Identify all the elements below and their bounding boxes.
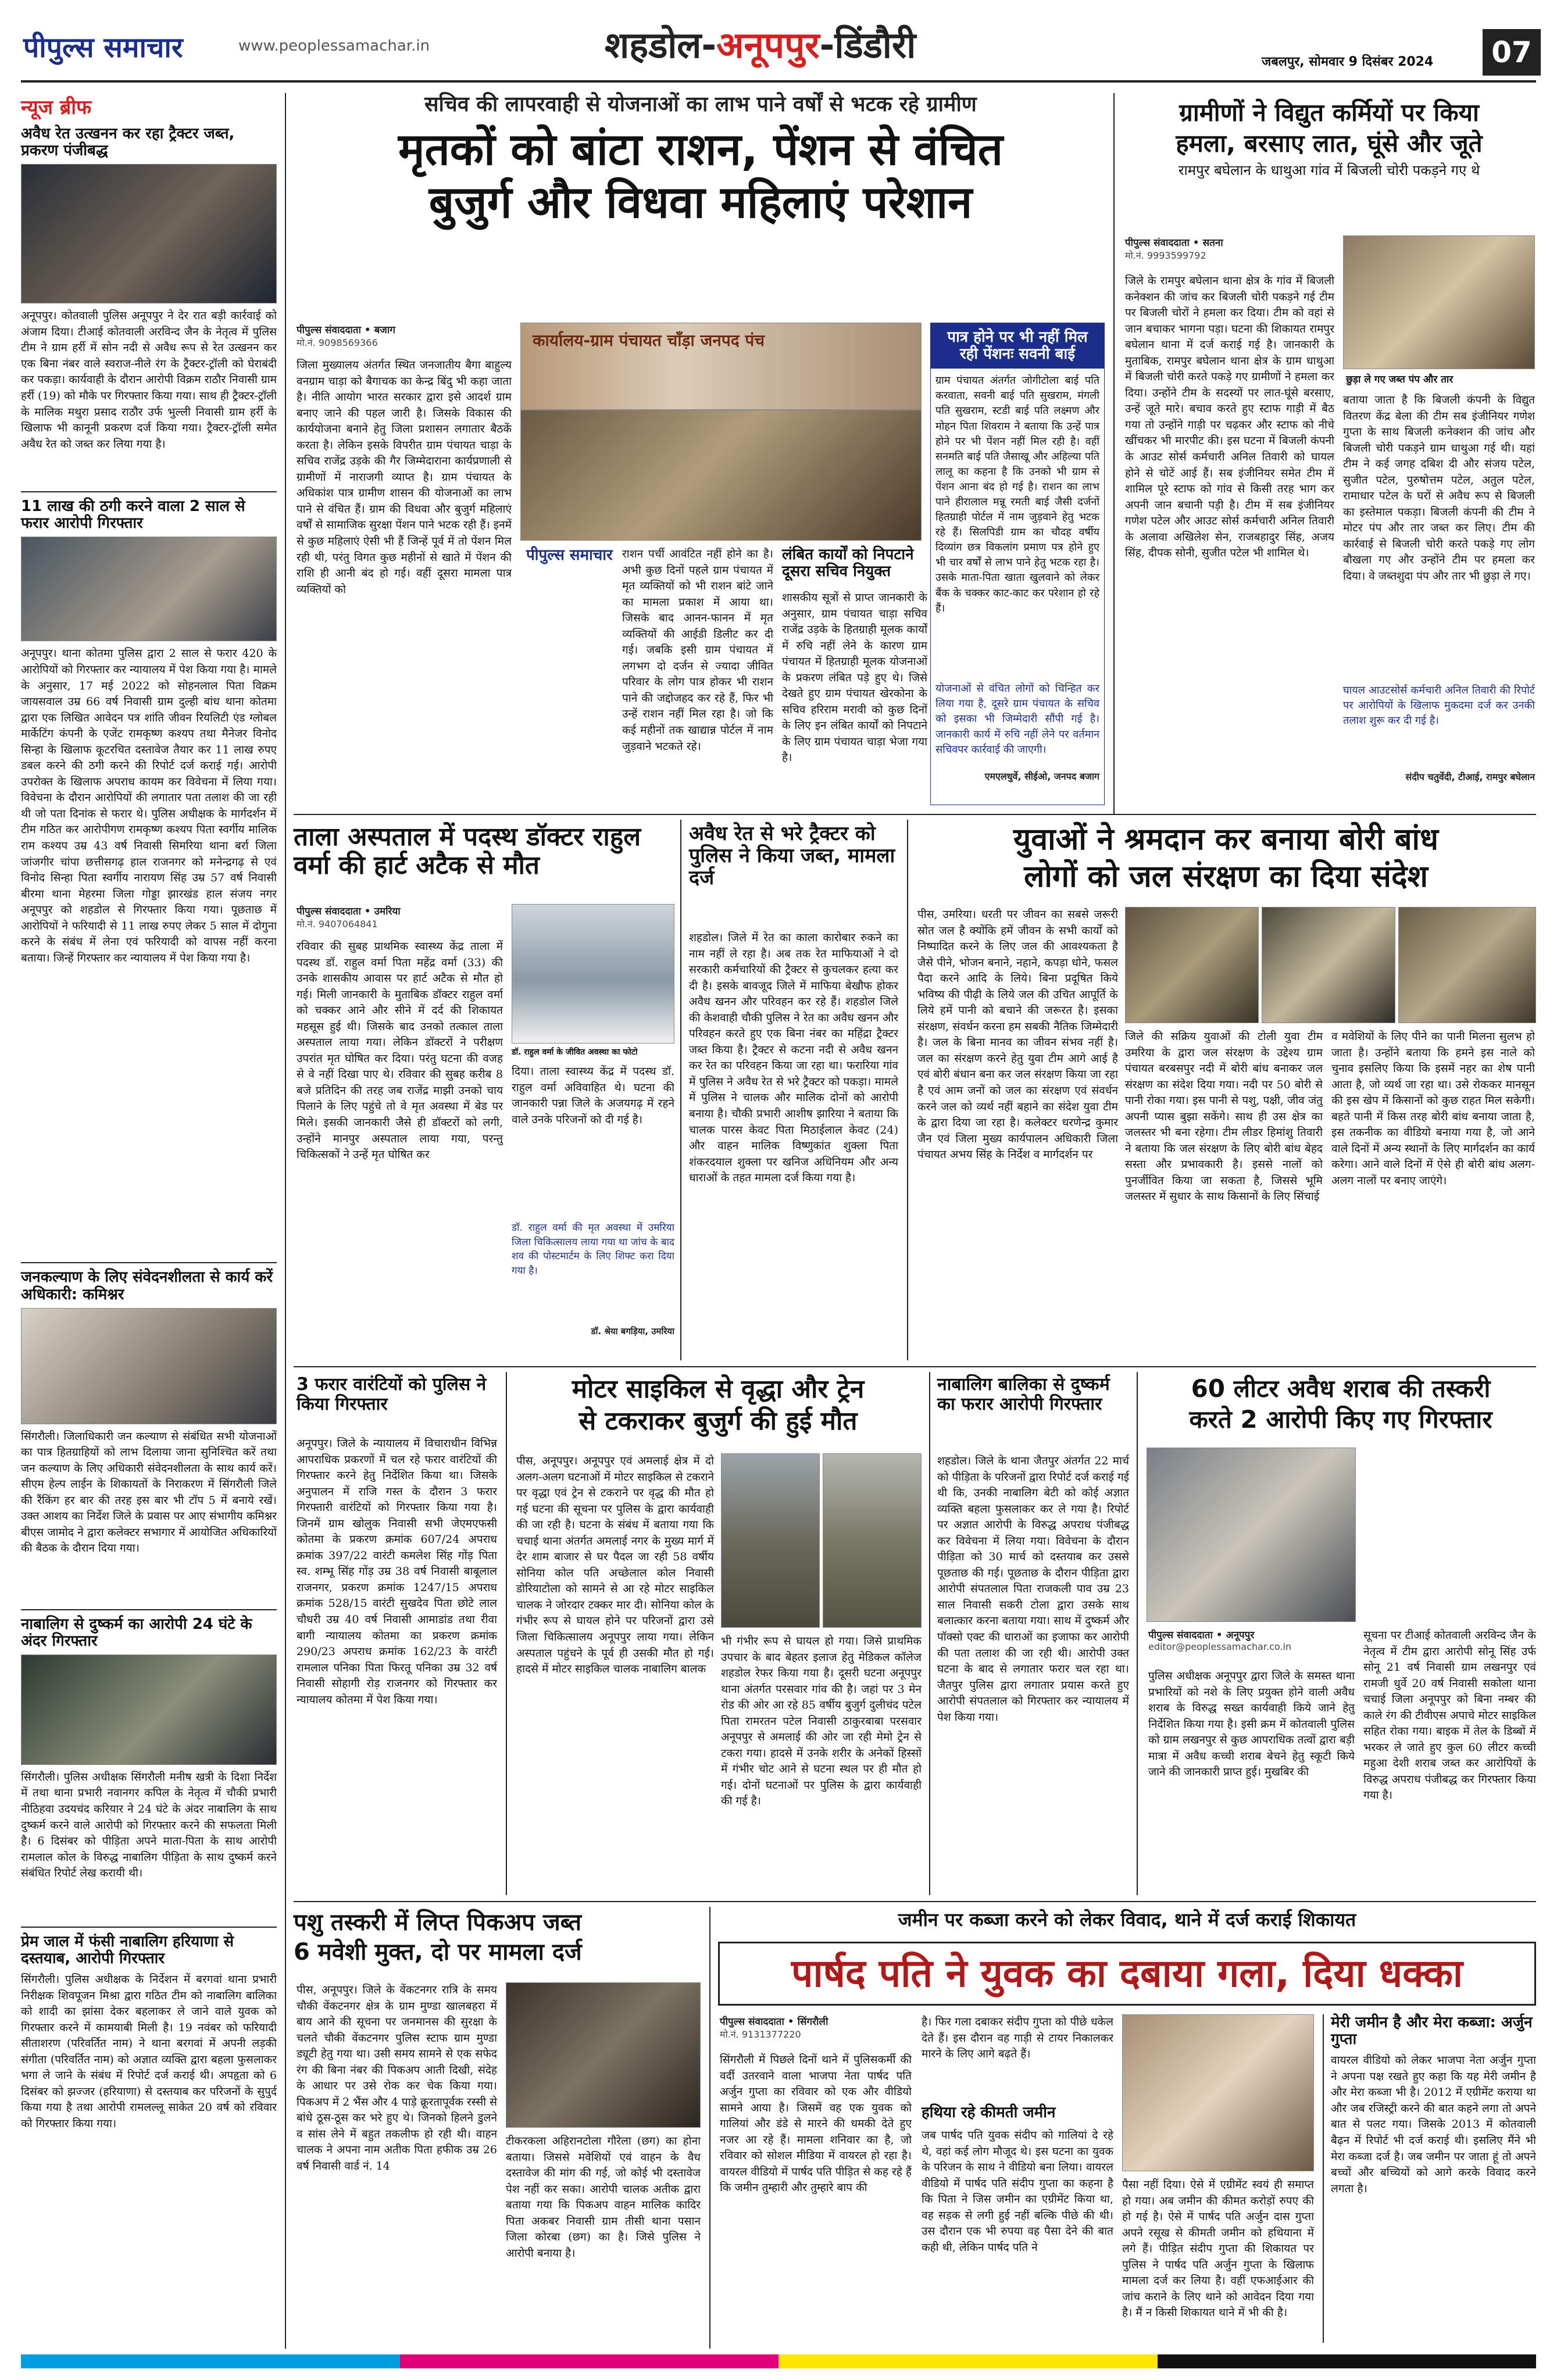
page-number: 07 [1483,29,1541,76]
moto-headline-2: से टकराकर बुजुर्ग की हुई मौत [578,1406,858,1436]
cattle-headline-2: 6 मवेशी मुक्त, दो पर मामला दर्ज [294,1938,582,1966]
warrant-headline: 3 फरार वारंटियों को पुलिस ने किया गिरफ्तार [297,1374,487,1414]
liquor-col-2: सूचना पर टीआई कोतवाली अरविन्द जैन के नेतृत्व में टीम द्वारा आरोपी सोनू सिंह उर्फ सोनू 21 वर्ष निवासी ग्राम लखनपुर एवं रामजी धुर्वे 20 वर्ष निवासी सकोला थाना चचाई जिला अनूपपुर को बिना नम्बर की काले रंग की टीवीएस अपाचे मोटर साइकिल सहित रोका गया। बाइक में तेल के डिब्बों में भरकर ले जाते हुए कुल 60 लीटर कच्ची महुआ देशी शराब जब्त कर आरोपियों के विरुद्ध अपराध पंजीबद्ध कर गिरफ्तार किया गया है। [1363,1629,1536,1802]
electric-mobile: मो.नं. 9993599792 [1125,250,1206,261]
website-url: www.peoplessamachar.in [238,37,430,55]
column-divider [907,820,908,1360]
doctor-note: डॉ. राहुल वर्मा की मृत अवस्था में उमरिया जिला चिकित्सालय लाया गया था जांच के बाद शव की पोस्टमार्टम के लिए शिफ्ट करा दिया गया है। [512,1222,674,1277]
divider [21,1262,277,1263]
electric-photo [1343,235,1535,369]
color-registration-strip [21,2354,1536,2368]
dam-photo-2 [1262,907,1395,1023]
brief-5-body: सिंगरौली। पुलिस अधीक्षक के निर्देशन में बरगवां थाना प्रभारी निरीक्षक शिवपूजन मिश्रा द्वारा गठित टीम को नाबालिग बालिका को शादी का झांसा देकर बहलाकर ले जाने वाले युवक को गिरफ्तार करने में कामयाबी मिली है। 19 नवंबर को फरियादी सीताशरण (परिवर्तित नाम) ने थाना बरगवां में अपनी लड़की संगीता (परिवर्तित नाम) को अज्ञात व्यक्ति द्वारा बहला फुसलाकर भगा ले जाने के संबंध में रिपोर्ट दर्ज कराई थी। अपहृता को 6 दिसंबर को झज्जर (हरियाणा) से दस्तयाब कर परिजनों के सुपुर्द किया गया है तथा आरोपी रामलल्लू साकेत 20 वर्ष को रविवार को गिरफ्तार किया गया। [21,1973,277,2131]
liquor-byline: पीपुल्स संवाददाता • अनूपपुर [1148,1629,1255,1641]
electric-note: घायल आउटसोर्स कर्मचारी अनिल तिवारी की रिपोर्ट पर आरोपियों के खिलाफ मुकदमा दर्ज कर उनकी तलाश शुरू कर दी गई है। [1343,684,1535,727]
land-mobile: मो.नं. 9131377220 [720,2029,801,2040]
land-quote-box [1323,2014,1536,2343]
electric-kicker: रामपुर बघेलान के धाथुआ गांव में बिजली चोरी पकड़ने गए थे [1178,162,1480,179]
doctor-note-signature: डॉ. श्रेया बगड़िया, उमरिया [591,1326,674,1336]
brief-2-photo [21,537,277,641]
section-title [605,20,916,69]
black-swatch [1158,2354,1537,2368]
section-title-part1: शहडोल- [605,24,717,66]
lead-byline: पीपुल्स संवाददाता • बजाग [297,324,395,336]
brief-4-title: नाबालिग से दुष्कर्म का आरोपी 24 घंटे के अंदर गिरफ्तार [21,1615,252,1650]
liquor-photo [1147,1448,1356,1622]
lead-byline-block [297,323,512,349]
minor-body: शहडोल। जिले के थाना जैतपुर अंतर्गत 22 मार्च को पीड़िता के परिजनों द्वारा रिपोर्ट दर्ज कराई गई थी कि, उनकी नाबालिग बेटी को कोई अज्ञात व्यक्ति बहला फुसलाकर कर ले गया है। रिपोर्ट पर अज्ञात आरोपी के विरुद्ध अपराध पंजीबद्ध कर विवेचना में लिया गया। विवेचना के दौरान पीड़िता को 30 मार्च को दस्तयाब कर उससे पूछताछ की गई। पूछताछ के दौरान पीड़िता द्वारा आरोपी संपतलाल पिता राजकली पाव उम्र 23 साल निवासी सकरी टोला द्वारा उसके साथ बलात्कार करना बताया गया। साथ में दुष्कर्म और पॉक्सो एक्ट की धाराओं का इजाफा कर आरोपी की पता तलाश की जा रही थी। आरोपी उक्त घटना के बाद से लगातार फरार चल रहा था। जैतपुर पुलिस द्वारा लगातार प्रयास करते हुए आरोपी संपतलाल को गिरफ्तार कर न्यायालय में पेश किया गया। [937,1455,1129,1724]
electric-col-2: बताया जाता है कि बिजली कंपनी के विद्युत वितरण केंद्र बेला की टीम सब इंजीनियर गणेश गुप्ता के साथ बिजली कनेक्शन की जांच और बिजली चोरी पकड़ने ग्राम धाथुआ गई थी। यहां टीम ने कई जगह दबिश दी और संजय पटेल, सुजीत पटेल, पुरुषोत्तम पटेल, अतुल पटेल, रामाधार पटेल के घरों से अवैध रूप से बिजली का इस्तेमाल पकड़ा। बिजली कंपनी की टीम ने मोटर पंप और तार जब्त कर लिए। टीम की कार्रवाई से बिजली चोरी करते पकड़े गए लोग बौखला गए और उन्होंने टीम पर हमला कर दिया। वे जब्तशुदा पंप और तार भी छुड़ा ले गए। [1343,394,1535,583]
column-divider [1137,1372,1138,1895]
doctor-story [294,823,672,880]
brief-4-photo [21,1654,277,1765]
dam-col-2: जिले की सक्रिय युवाओं की टोली युवा टीम उमरिया के द्वारा जल संरक्षण के उद्देश्य ग्राम पंचायत बरबसपुर नदी में बोरी बांध बनाकर जल संरक्षण का संदेश दिया गया। नदी पर 50 बोरी से पानी रोका गया। इस पानी से पशु, पक्षी, जीव जंतु अपनी प्यास बुझा सकेंगे। साथ ही उस क्षेत्र का जलस्तर भी बना रहेगा। टीम लीडर हिमांशु तिवारी ने बताया कि जल संरक्षण के लिए बोरी बांध बेहद सस्ता और प्रभावकारी है। इससे नालों को पुनर्जीवित किया जा सकता है, जिससे भूमि जलस्तर में सुधार के साथ किसानों के लिए सिंचाई [1125,1030,1323,1203]
brief-1-title: अवैध रेत उत्खनन कर रहा ट्रैक्टर जब्त, प्रकरण पंजीबद्ध [21,125,235,160]
brief-2-title: 11 लाख की ठगी करने वाला 2 साल से फरार आरोपी गिरफ्तार [21,498,245,533]
lead-headline-2: बुजुर्ग और विधवा महिलाएं परेशान [428,176,973,228]
warrant-body: अनूपपुर। जिले के न्यायालय में विचाराधीन विभिन्न आपराधिक प्रकरणों में चल रहे फरार वारंटियों की गिरफ्तार करने हेतु निर्देशित किया था। जिसके अनुपालन में राजि गस्त के दौरान 3 फरार गिरफ्तारी वारंटियों को गिरफ्तार किया गया है। जिनमें ग्राम खोलुक निवासी सभी जेएमएफसी कोतमा के प्रकरण क्रमांक 607/24 अपराध क्रमांक 397/22 वारंटी कमलेश सिंह गोंड़ पिता स्व. शम्भू सिंह गोंड़ उम्र 38 वर्ष निवासी बाबूलाल राजनगर, प्रकरण क्रमांक 1247/15 अपराध क्रमांक 528/15 वारंटी सुखदेव पिता छोटे लाल चौधरी उम्र 40 वर्ष निवासी आमाडांड तथा रीवा बागी न्यायालय कोतमा का प्रकरण क्रमांक 290/23 अपराध क्रमांक 162/23 के वारंटी रामलाल पनिका पिता फिरतू पनिका उम्र 32 वर्ष निवासी सोहागी रोड़ राजनगर को गिरफ्तार कर न्यायालय कोतमा में पेश किया गया। [297,1437,497,1706]
dateline: जबलपुर, सोमवार 9 दिसंबर 2024 [1262,55,1434,69]
land-headline-box [718,1942,1536,2006]
electric-note-signature: संदीप चतुर्वेदी, टीआई, रामपुर बघेलान [1405,771,1535,782]
publication-logo: पीपुल्स समाचार [23,31,183,64]
column-divider [1113,93,1115,814]
doctor-photo-caption: डॉ. राहुल वर्मा के जीवित अवस्था का फोटो [512,1048,638,1057]
land-quote-body: वायरल वीडियो को लेकर भाजपा नेता अर्जुन गुप्ता ने अपना पक्ष रखते हुए कहा कि यह मेरी जमीन है और मेरा कब्जा भी है। 2012 में एग्रीमेंट कराया था और जब रजिस्ट्री करने की बात कहने लगा तो अपने बात से पलट गया। जिसके 2013 में कोतवाली बैढ़न में रिपोर्ट भी दर्ज कराई थी। इसलिए मैंने भी मेरा कब्जा दर्ज है। जब जमीन पर जाता हूं तो अपने बच्चों और बच्चियों को आगे करके विवाद करने लगता है। [1331,2054,1536,2195]
liquor-byline-block [1148,1628,1355,1652]
electric-byline: पीपुल्स संवाददाता • सतना [1125,237,1223,249]
lead-photo-office [520,323,922,410]
electric-byline-block [1125,235,1334,262]
land-sub-headline: हथिया रहे कीमती जमीन [922,2104,1056,2121]
land-byline: पीपुल्स संवाददाता • सिंगरौली [720,2016,829,2028]
brief-1-body: अनूपपुर। कोतवाली पुलिस अनूपपुर ने देर रात बड़ी कार्रवाई को अंजाम दिया। टीआई कोतवाली अरविन्द जैन के नेतृत्व में पुलिस टीम ने ग्राम हर्री में सोन नदी से अवैध रूप से रेत उत्खनन कर एक बिना नंबर वाले स्वराज-नीले रंग के ट्रैक्टर-ट्रॉली को घेराबंदी कर पकड़ा। कार्यवाही के दौरान आरोपी विक्रम राठौर निवासी ग्राम हर्री (19) को मौके पर गिरफ्तार किया गया। साथ ही ट्रैक्टर-ट्रॉली के मालिक मथुरा प्रसाद राठौर उर्फ भुल्ली निवासी ग्राम हर्री के खिलाफ भी कानूनी प्रकरण दर्ज किया गया। ट्रैक्टर-ट्रॉली समेत अवैध रेत को जब्त कर लिया गया है। [21,309,277,451]
pension-note-signature: एमएलधुर्वे, सीईओ, जनपद बजाग [984,771,1099,782]
moto-photo-1 [721,1453,820,1628]
brief-2-body: अनूपपुर। थाना कोतमा पुलिस द्वारा 2 साल से फरार 420 के आरोपियों को गिरफ्तार कर न्यायालय में पेश किया गया है। मामले के अनुसार, 17 मई 2022 को सोहनलाल पिता विक्रम जायसवाल उम्र 66 वर्ष निवासी ग्राम दुल्ही बांध थाना कोतमा द्वारा एक लिखित आवेदन पत्र शांति जीवन रियलिटी एंड ग्लोबल मार्केटिंग कंपनी के एजेंट रामकृष्ण कश्यप तथा मैनेजर विनोद सिन्हा के खिलाफ कूटरचित दस्तावेज तैयार कर 11 लाख रुपए डबल करने की ठगी करने की रिपोर्ट दर्ज कराई गई। आरोपी उपरोक्त के खिलाफ अपराध कायम कर विवेचना में लिया गया। विवेचना के दौरान आरोपियों की लगातार पता तलाश की जा रही थी जो पता दिनांक से फरार थे। पुलिस अधीक्षक के मार्गदर्शन में टीम गठित कर आरोपीगण रामकृष्ण कश्यप पिता स्वर्गीय मालिक राम कश्यप उम्र 43 वर्ष निवासी सिमरिया थाना बर्रा जिला जांजगीर चांपा छत्तीसगढ़ हाल राजनगर को मनेन्द्रगढ़ से एवं विनोद सिन्हा पिता स्वर्गीय नारायण सिंह उम्र 57 वर्ष निवासी बीरमा थाना मेहरमा जिला गोड्डा झारखंड हाल संजय नगर अनूपपुर को शहडोल से गिरफ्तार किया गया। पूछताछ में आरोपियों ने फरियादी से 11 लाख रुपए लेकर 5 साल में दोगुना करने के संबंध में लेना एवं फरियादी को वापस नहीं करना बताया। जिन्हें गिरफ्तार कर न्यायालय में पेश किया गया है। [21,647,277,964]
cattle-col-2: टीकरकला अहिरानटोला गौरेला (छग) का होना बताया। जिससे मवेशियों एवं वाहन के वैध दस्तावेज की मांग की गई, जो कोई भी दस्तावेज पेश नहीं कर सका। आरोपी चालक अतीक द्वारा बताया गया कि पिकअप वाहन मालिक कादिर पिता अकबर निवासी ग्राम तीसी थाना पसान जिला कोरबा (छग) का है। जिसे पुलिस ने आरोपी बनाया है। [506,2135,701,2260]
land-col-1: सिंगरौली में पिछले दिनों थाने में पुलिसकर्मी की वर्दी उतरवाने वाला भाजपा नेता पार्षद पति अर्जुन गुप्ता का रविवार को एक और वीडियो सामने आया है। जिसमें वह एक युवक को गालियां और डंडे से मारने की धमकी देते हुए नजर आ रहे हैं। मामला शनिवार का है, जो रविवार को सोशल मीडिया में वायरल हो रहा है। वायरल वीडियो में पार्षद पति पीड़ित से कह रहे हैं कि जमीन तुम्हारी और तुम्हारे बाप की [720,2053,912,2195]
moto-story [515,1375,922,1436]
cattle-story [294,1910,701,1966]
dam-photo-3 [1398,907,1536,1023]
dam-photo-1 [1125,907,1259,1023]
cattle-col-1: पीस, अनूपपुर। जिले के वेंकटनगर रात्रि के समय चौकी वेंकटनगर क्षेत्र के ग्राम मुण्डा खालबहरा में बाय आने की सूचना पर जनमानस की सुरक्षा के चलते चौकी वेंकटनगर पुलिस स्टाफ ग्राम मुण्डा ड्यूटी हेतु गया था। उसी समय सामने से एक सफेद रंग की बिना नंबर की पिकअप आती दिखी, संदेह के आधार पर उसे रोक कर चेक किया गया। पिकअप में 2 भैंस और 4 पाड़े क्रूरतापूर्वक रस्सी से बांधे ठूस-ठूस कर भरे हुए थे। जिनको हिलने डुलने व सांस लेने में बहुत तकलीफ हो रही थी। वाहन चालक ने अपना नाम अतीक पिता हफीक उम्र 26 वर्ष निवासी वार्ड नं. 14 [297,1984,497,2173]
brief-3-title: जनकल्याण के लिए संवेदनशीलता से कार्य करें अधिकारी: कमिश्नर [21,1268,273,1303]
cyan-swatch [21,2354,400,2368]
column-divider [285,93,286,2349]
doctor-col-2: दिया। ताला स्वास्थ्य केंद्र में पदस्थ डॉ. राहुल वर्मा अविवाहित थे। घटना की जानकारी पन्ना जिले के अजयगढ़ में रहने वाले उनके परिजनों को दी गई है। [512,1065,674,1126]
divider [21,491,277,492]
electric-photo-caption: छुड़ा ले गए जब्त पंप और तार [1346,374,1454,385]
lead-col-3: शासकीय सूत्रों से प्राप्त जानकारी के अनुसार, ग्राम पंचायत चाड़ा सचिव राजेंद्र उड़के के हितग्राही मूलक कार्यों में रुचि नहीं लेने के कारण ग्राम पंचायत में हितग्राही मूलक योजनाओं के प्रकरण लंबित पड़े हुए थे। जिसे देखते हुए ग्राम पंचायत खेरकोना के सचिव हरिराम मरावी को कुछ दिनों के लिए इन लंबित कार्यों को निपटाने के लिए ग्राम पंचायत चाड़ा भेजा गया है। [782,591,927,764]
brief-3-body: सिंगरौली। जिलाधिकारी जन कल्याण से संबंधित सभी योजनाओं का पात्र हितग्राहियों को लाभ दिलाया जाना सुनिश्चित करें तथा जन कल्याण के लिए अधिकारी संवेदनशीलता के साथ कार्य करें। सीएम हेल्प लाईन के शिकायतों के निराकरण में सिंगरौली जिले की रैंकिंग हर बार की तरह इस बार भी टॉप 5 में बनाये रखें। उक्त आशय का निर्देश जिले के प्रवास पर आए संभागीय कमिश्नर बीएस जामोद ने द्वारा कलेक्टर सभागार में आयोजित अधिकारियों की बैठक के दौरान दिया गया। [21,1430,277,1555]
dam-col-3: व मवेशियों के लिए पीने का पानी मिलना सुलभ हो जाता है। उन्होंने बताया कि हमने इस नाले को चुनाव इसलिए किया कि इसमें नहर का शेष पानी आता है, जो व्यर्थ जा रहा था। उसे रोककर मानसून की इस खेप में किसानों को कुछ राहत मिल सकेगी। बहते पानी में किस तरह बोरी बांध बनाया जाता है, इस तकनीक का वीडियो बनाया गया है, जो आने वाले दिनों में अन्य स्थानों के लिए मार्गदर्शन का कार्य करेगा। आने वाले दिनों में ऐसे ही बोरी बांध अलग-अलग नालों पर बनाए जाएंगे। [1331,1030,1535,1187]
lead-headline-1: मृतकों को बांटा राशन, पेंशन से वंचित [398,123,1004,176]
brief-5-title: प्रेम जाल में फंसी नाबालिग हरियाणा से दस्तयाब, आरोपी गिरफ्तार [21,1932,234,1967]
lead-photo-caption: कार्यालय-ग्राम पंचायत चाँड़ा जनपद पंच [533,331,765,350]
section-divider [294,1366,1536,1367]
masthead [0,0,1557,87]
liquor-col-1: पुलिस अधीक्षक अनूपपुर द्वारा जिले के समस्त थाना प्रभारियों को नशे के लिए प्रयुक्त होने वाली अवैध शराब के विरुद्ध सख्त कार्यवाही किये जाने हेतु निर्देशित किया गया है। इसी क्रम में कोतवाली पुलिस को ग्राम लखनपुर से कुछ आपराधिक तत्वों द्वारा बड़ी मात्रा में अवैध कच्ची शराब बेचने हेतु स्कूटी किये जाने की जानकारी प्राप्त हुई। मुखबिर की [1148,1670,1355,1779]
pension-box [930,323,1105,805]
sand-headline: अवैध रेत से भरे ट्रैक्टर को पुलिस ने किया जब्त, मामला दर्ज [689,822,895,890]
electric-headline-2: हमला, बरसाए लात, घूंसे और जूते [1176,129,1483,158]
electric-headline-1: ग्रामीणों ने विद्युत कर्मियों पर किया [1179,98,1479,127]
section-divider [294,1901,1536,1902]
pension-box-body: ग्राम पंचायत अंतर्गत जोगीटोला बाई पति करवाता, सवनी बाई पति सुखराम, मंगली पति सुखराम, स्टडी बाई पति लक्ष्मण और मोहन पिता शिवराम ने बताया कि उन्हें पात्र होने पर भी पेंशन नहीं मिल रही है। वहीं सनमति बाई पति जैसाखू और अहिल्या पति लालू का कहना है कि उनको भी ग्राम से पेंशन आना बंद हो गई है। राशन का लाभ पाने हीरालाल मन्नू रमती बाई जैसी दर्जनों हितग्राही पोर्टल में नाम जुड़वाने हेतु भटक रहे हैं। सिलपिडी ग्राम का चौदह वर्षीय दिव्यांग छत्र विकलांग प्रमाण पत्र होने हुए भी चार वर्षों से लाभ पाने हेतु भटक रहा है। उसके माता-पिता खाता खुलवाने को लेकर बैंक के चक्कर काट-काट कर परेशान हो रहे हैं। [935,374,1099,614]
doctor-byline: पीपुल्स संवाददाता • उमरिया [297,906,401,917]
dam-story [916,823,1536,894]
doctor-col-1: रविवार की सुबह प्राथमिक स्वास्थ्य केंद्र ताला में पदस्थ डॉ. राहुल वर्मा पिता महेंद्र वर्मा (33) की उनके शासकीय आवास पर हार्ट अटैक से मौत हो गई। मिली जानकारी के मुताबिक डॉक्टर राहुल वर्मा को चक्कर आने और सीने में दर्द की शिकायत महसूस हुई थी। जिसके बाद उनको तत्काल ताला अस्पताल लाया गया। लेकिन डॉक्टरों ने परीक्षण उपरांत मृत घोषित कर दिया। परंतु घटना की वजह से वे नहीं दिखा पाए थे। रविवार की सुबह करीब 8 बजे प्रतिदिन की तरह जब राजेंद्र माझी उनको चाय पिलाने के लिए पहुंचे तो वे मृत अवस्था में बेड पर मिले। इसकी जानकारी जैसे ही डॉक्टरों को लगी, उन्होंने मानपुर अस्पताल लाया गया, परन्तु चिकित्सकों ने उन्हें मृत घोषित कर [297,940,503,1162]
column-divider [709,1907,710,2349]
sand-body: शहडोल। जिले में रेत का काला कारोबार रुकने का नाम नहीं ले रहा है। अब तक रेत माफियाओं ने दो सरकारी कर्मचारियों की ट्रैक्टर से कुचलकर हत्या कर दी है। इसके बावजूद जिले में माफिया बेखौफ होकर अवैध खनन और परिवहन कर रहे हैं। शहडोल जिले की केशवाही चौकी पुलिस ने रेत का अवैध खनन और परिवहन करते हुए एक बिना नंबर का महिंद्रा ट्रैक्टर जब्त किया है। ट्रैक्टर से कटना नदी से अवैध खनन कर रेत का परिवहन किया जा रहा था। फरारिया गांव में पुलिस ने अवैध रेत से भरे ट्रैक्टर को पकड़ा। मामले में पुलिस ने चालक और मालिक दोनों को आरोपी बनाया है। चौकी प्रभारी आशीष झारिया ने बताया कि चालक पारस केवट पिता मिठाईलाल केवट (24) और वाहन मालिक विष्णुकांत शुक्ला पिता शंकरदयाल शुक्ला पर खनिज अधिनियम और अन्य धाराओं के तहत मामला दर्ज किया गया है। [689,931,898,1185]
lead-mobile: मो.नं. 9098569366 [297,337,378,348]
liquor-story [1145,1375,1536,1433]
land-col-2: है। फिर गला दबाकर संदीप गुप्ता को पीछे धकेल देते हैं। इस दौरान वह गाड़ी से टायर निकालकर मारने के लिए आगे बढ़ते हैं। [922,2016,1113,2061]
moto-photo-2 [823,1453,922,1628]
electric-story [1122,99,1536,178]
electric-col-1: जिले के रामपुर बघेलान थाना क्षेत्र के गांव में बिजली कनेक्शन की जांच कर बिजली चोरी पकड़ने गई टीम पर बिजली चोरों ने हमला कर दिया। टीम को वहां से जान बचाकर भागना पड़ा। घटना की शिकायत रामपुर बघेलान थाना में दर्ज कराई गई है। जानकारी के मुताबिक, रामपुर बघेलान थाना क्षेत्र के ग्राम धाथुआ में बिजली चोरी करते पकड़े गए ग्रामीणों ने हमला कर दिया। उन्होंने टीम के सदस्यों पर लात-घूंसे बरसाए, उन्हें जूते मारे। बचाव करते हुए स्टाफ गाड़ी में बैठ गया तो उन्होंने गाड़ी पर चढ़कर और स्टाफ को नीचे खींचकर भी मारपीट की। इस घटना में बिजली कंपनी के आउट सोर्स कर्मचारी अनिल तिवारी को घायल होने से चोटें आई हैं। सब इंजीनियर समेत टीम में शामिल पूरे स्टाफ को गांव से किसी तरह भाग कर अपनी जान बचानी पड़ी है। टीम में सब इंजीनियर गणेश पटेल और आउट सोर्स कर्मचारी अनिल तिवारी के अलावा अखिलेश सेन, राजबहादुर सिंह, अजय सिंह, दीपक सोनी, सुजीत पटेल भी शामिल थे। [1125,274,1334,560]
pension-box-title: पात्र होने पर भी नहीं मिल रही पेंशनः सवनी बाई [931,323,1104,369]
doctor-mobile: मो.नं. 9407064841 [297,919,378,930]
photo-watermark: पीपुल्स समाचार [526,546,613,564]
cattle-photo [506,1982,701,2128]
lead-col-2: राशन पर्ची आवंटित नहीं होने का है। अभी कुछ दिनों पहले ग्राम पंचायत में मृत व्यक्तियों को भी राशन बांटे जाने का मामला प्रकाश में आया था। जिसके बाद आनन-फानन में मृत व्यक्तियों की आईडी डिलीट कर दी गई। जबकि इसी ग्राम पंचायत में लगभग दो दर्जन से ज्यादा जीवित परिवार के लोग पात्र होकर भी राशन पाने की जद्दोजहद कर रहे हैं, फिर भी उन्हें राशन नहीं मिल रहा है। जो कि कई महीनों तक खाद्यान्न पोर्टल में नाम जुड़वाने भटकते रहे। [622,548,773,753]
section-title-part2: अनूपपुर [716,24,820,66]
lead-col-1: जिला मुख्यालय अंतर्गत स्थित जनजातीय बैगा बाहुल्य वनग्राम चाड़ा को बैगाचक का केन्द्र बिंदु भी कहा जाता है। नीति आयोग भारत सरकार द्वारा इसे आदर्श ग्राम बनाए जाने की पहल जारी है। जिसके विकास की कार्ययोजना बनाने हेतु जिला प्रशासन लगातार बैठकें करता है। लेकिन इसके विपरीत ग्राम पंचायत चाड़ा के सचिव राजेंद्र उड़के की गैर जिम्मेदाराना कार्यप्रणाली से ग्रामीणों में नाराजगी व्याप्त है। ग्राम पंचायत के अधिकांश पात्र ग्रामीण शासन की योजनाओं का लाभ पाने से वंचित हैं। ग्राम की विधवा और बुजुर्ग महिलाएं वर्षों से सामाजिक सुरक्षा पेंशन पाने भटक रही हैं। इनमें से कुछ महिलाएं ऐसी भी हैं जिन्हें पूर्व में तो पेंशन मिल रही थी, परंतु विगत कुछ महीनों से खाते में पेंशन की राशि ही आनी बंद हो गई। वहीं दूसरा मामला पात्र व्यक्तियों को [297,359,512,596]
lead-kicker: सचिव की लापरवाही से योजनाओं का लाभ पाने वर्षों से भटक रहे ग्रामीण [424,92,977,116]
land-headline: पार्षद पति ने युवक का दबाया गला, दिया धक्का [791,1951,1463,1996]
magenta-swatch [400,2354,779,2368]
pension-note: योजनाओं से वंचित लोगों को चिन्हित कर लिया गया है, दूसरे ग्राम पंचायत के सचिव को इसका भी जिम्मेदारी सौंपी गई है। जानकारी कार्य में रुचि नहीं लेने पर वर्तमान सचिवपर कार्रवाई की जाएगी। [935,682,1099,756]
column-divider [929,1372,930,1895]
lead-sub-headline: लंबित कार्यों को निपटाने दूसरा सचिव नियुक्त [782,546,914,581]
news-brief-column [21,93,277,2343]
column-divider [680,820,681,1360]
news-brief-label: न्यूज ब्रीफ [21,96,92,119]
dam-col-1: पीस, उमरिया। धरती पर जीवन का सबसे जरूरी स्रोत जल है क्योंकि हमें जीवन के सभी कार्यों को निष्पादित करने के लिए जल की आवश्यकता है जैसे पीने, भोजन बनाने, नहाने, कपड़ा धोने, फसल पैदा करने आदि के लिये। बिना प्रदूषित किये भविष्य की पीढ़ी के लिये जल की उचित आपूर्ति के लिये हमें पानी को बचाने की जरूरत है। इसका संरक्षण, संवर्धन करना हम सबकी नैतिक जिम्मेदारी है। जल के बिना मानव का जीवन संभव नहीं है। जल का संरक्षण करने हेतु युवा टीम आगे आई है एवं बोरी बंधान बना कर जल संरक्षण किया जा रहा है एवं आम जनों को जल का संरक्षण एवं संवर्धन करने जल को व्यर्थ नहीं बहाने का संदेश युवा टीम के द्वारा दिया जा रहा है। कलेक्टर धरणेन्द्र कुमार जैन एवं जिला मुख्य कार्यपालन अधिकारी जिला पंचायत अभय सिंह के निर्देश व मार्गदर्शन पर [917,908,1118,1162]
section-divider [294,814,1536,815]
masthead-rule [21,80,1536,83]
dam-headline-1: युवाओं ने श्रमदान कर बनाया बोरी बांध [1013,822,1438,857]
liquor-headline-1: 60 लीटर अवैध शराब की तस्करी [1191,1374,1491,1403]
land-col-3: पैसा नहीं दिया। ऐसे में एग्रीमेंट स्वयं ही समाप्त हो गया। अब जमीन की कीमत करोड़ों रुपए की हो गई है। ऐसे में पार्षद पति अर्जुन दास गुप्ता अपने रसूख से कीमती जमीन को हथियाना में लगे हैं। पीड़ित संदीप गुप्ता की शिकायत पर पुलिस ने पार्षद पति अर्जुन गुप्ता के खिलाफ मामला दर्ज कर लिया है। वहीं एफआईआर की जांच कराने के लिए थाने को आवेदन दिया गया है। मैं न किसी शिकायत थाने में भी की है। [1122,2178,1314,2320]
minor-headline: नाबालिग बालिका से दुष्कर्म का फरार आरोपी गिरफ्तार [937,1374,1110,1414]
moto-col-1: पीस, अनूपपुर। अनूपपुर एवं अमलाई क्षेत्र में दो अलग-अलग घटनाओं में मोटर साइकिल से टकराने पर वृद्धा एवं ट्रेन से टकराने पर वृद्ध की मौत हो गई घटना की सूचना पर पुलिस के द्वारा कार्यवाही की जा रही है। घटना के संबंध में बताया गया कि चचाई थाना अंतर्गत अमलाई नगर के मुख्य मार्ग में देर शाम बाजार से घर पैदल जा रही 58 वर्षीय सोनिया कोल पति अच्छेलाल कोल निवासी डोरियाटोला को सामने से आ रहे मोटर साइकिल चालक ने जोरदार टक्कर मार दी। सोनिया कोल के गंभीर रूप से घायल होने पर परिजनों द्वारा उसे जिला चिकित्सालय अनूपपुर लाया गया। लेकिन अस्पताल पहुंचने के पूर्व ही उसकी मौत हो गई। हादसे में मोटर साइकिल चालक नाबालिग बालक [516,1455,714,1676]
land-quote-title: मेरी जमीन है और मेरा कब्जा: अर्जुन गुप्ता [1331,2014,1533,2049]
liquor-email: editor@peoplessamachar.co.in [1148,1641,1292,1652]
column-divider [506,1372,507,1895]
moto-headline-1: मोटर साइकिल से वृद्धा और ट्रेन [572,1374,865,1404]
liquor-headline-2: करते 2 आरोपी किए गए गिरफ्तार [1189,1405,1492,1434]
land-photo [1122,2014,1314,2171]
land-col-2b: जब पार्षद पति युवक संदीप को गालियां दे रहे थे, वहां कई लोग मौजूद थे। इस घटना का युवक के परिजन के साथ ने वीडियो बना लिया। वायरल वीडियो में पार्षद पति संदीप गुप्ता का कहना है कि पिता ने जिस जमीन का एग्रीमेंट किया था, वह सड़क से लगी हुई नहीं बल्कि पीछे की थी। उस दौरान एक भी रुपया वह पैसा देने की बात कही थी, लेकिन पार्षद पति ने [922,2129,1113,2254]
land-byline-block [720,2014,912,2040]
brief-4-body: सिंगरौली। पुलिस अधीक्षक सिंगरौली मनीष खत्री के दिशा निर्देश में तथा थाना प्रभारी नवानगर कपिल के नेतृत्व में चौकी प्रभारी नीठिहवा उदयचंद करियार ने 24 घंटे के अंदर नाबालिग के साथ दुष्कर्म करने वाले आरोपी को गिरफ्तार करने की सफलता मिली है। 6 दिसंबर को पीड़िता अपने माता-पिता के साथ आरोपी रामलाल कोल के विरुद्ध नाबालिग पीड़िता के साथ दुष्कर्म करने संबंधित रिपोर्ट लेख करायी थी। [21,1770,277,1880]
land-kicker: जमीन पर कब्जा करने को लेकर विवाद, थाने में दर्ज कराई शिकायत [898,1909,1356,1931]
yellow-swatch [779,2354,1158,2368]
divider [21,1927,277,1928]
doctor-photo [512,904,674,1044]
cattle-headline-1: पशु तस्करी में लिप्त पिकअप जब्त [294,1909,582,1936]
brief-1-photo [21,164,277,303]
brief-3-photo [21,1308,277,1424]
divider [21,1609,277,1610]
moto-col-2: भी गंभीर रूप से घायल हो गया। जिसे प्राथमिक उपचार के बाद बेहतर इलाज हेतु मेडिकल कॉलेज शहडोल रेफर किया गया है। दूसरी घटना अनूपपुर थाना अंतर्गत परसवार गांव की है। जहां पर 3 मेन रोड की ओर आ रहे 85 वर्षीय बुजुर्ग दुलीचंद पटेल पिता रामरतन पटेल निवासी ठाकुरबाबा परसवार अनूपपुर से अमलाई की ओर जा रही मेमो ट्रेन से टकरा गया। हादसे में उनके शरीर के अनेकों हिस्सों में गंभीर चोट आने से घटना स्थल पर ही मौत हो गई। दोनों घटनाओं पर पुलिस के द्वारा कार्यवाही की गई है। [721,1635,922,1808]
section-title-part3: -डिंडौरी [819,24,916,66]
lead-photo-women [520,410,922,541]
dam-headline-2: लोगों को जल संरक्षण का दिया संदेश [1024,859,1428,895]
doctor-byline-block [297,904,488,930]
doctor-headline: ताला अस्पताल में पदस्थ डॉक्टर राहुल वर्मा की हार्ट अटैक से मौत [294,822,641,881]
